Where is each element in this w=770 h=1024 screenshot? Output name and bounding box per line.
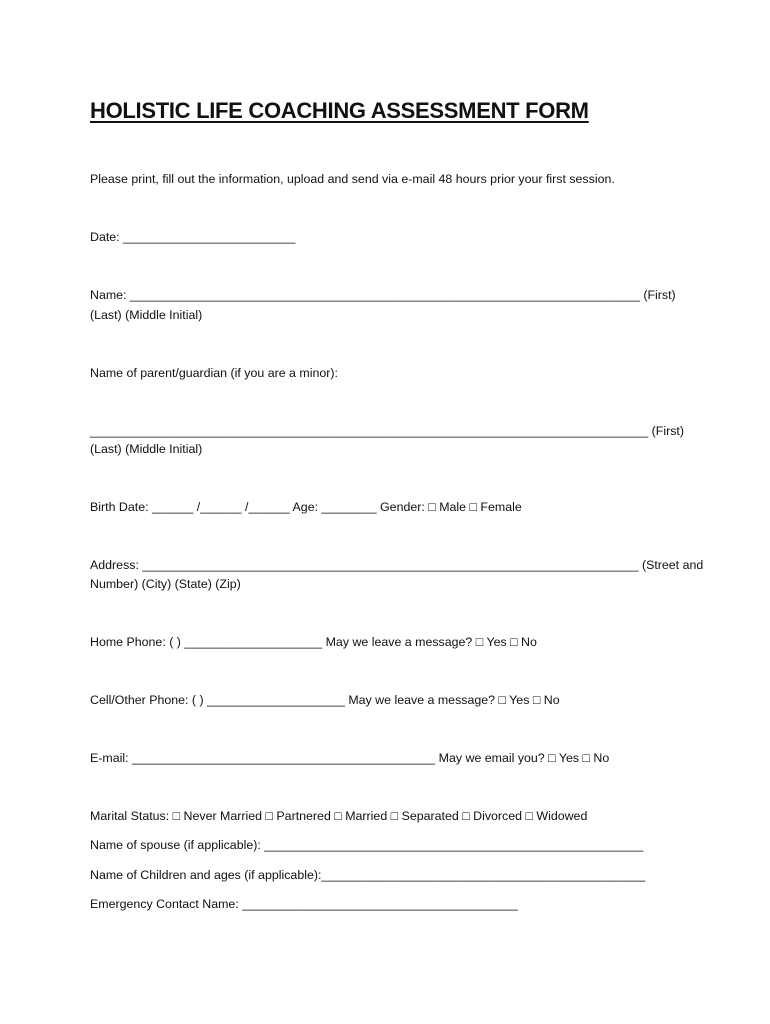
form-title: HOLISTIC LIFE COACHING ASSESSMENT FORM <box>90 98 589 123</box>
address-field: Address: ________________________________________________________________________ (Street and <box>90 558 704 572</box>
guardian-name-field: _________________________________________________________________________________ (First) <box>90 424 684 438</box>
name-field-sublabels: (Last) (Middle Initial) <box>90 308 203 322</box>
guardian-label: Name of parent/guardian (if you are a minor): <box>90 366 338 380</box>
cell-phone-field: Cell/Other Phone: ( ) ____________________ May we leave a message? □ Yes □ No <box>90 693 560 707</box>
address-field-sublabels: Number) (City) (State) (Zip) <box>90 577 241 591</box>
emergency-contact-field: Emergency Contact Name: ________________________________________ <box>90 897 518 911</box>
date-field: Date: _________________________ <box>90 230 296 244</box>
home-phone-field: Home Phone: ( ) ____________________ May we leave a message? □ Yes □ No <box>90 635 537 649</box>
guardian-name-sublabels: (Last) (Middle Initial) <box>90 442 203 456</box>
name-field: Name: __________________________________________________________________________ (First) <box>90 288 676 302</box>
birth-age-gender-field: Birth Date: ______ /______ /______ Age: ________ Gender: □ Male □ Female <box>90 500 522 514</box>
spouse-name-field: Name of spouse (if applicable): _______________________________________________________ <box>90 838 644 852</box>
children-field: Name of Children and ages (if applicable):_______________________________________________ <box>90 868 646 882</box>
email-field: E-mail: ____________________________________________ May we email you? □ Yes □ No <box>90 751 610 765</box>
instructions-text: Please print, fill out the information, upload and send via e-mail 48 hours prior your first session. <box>90 172 615 186</box>
marital-status-field: Marital Status: □ Never Married □ Partnered □ Married □ Separated □ Divorced □ Widowed <box>90 809 588 823</box>
